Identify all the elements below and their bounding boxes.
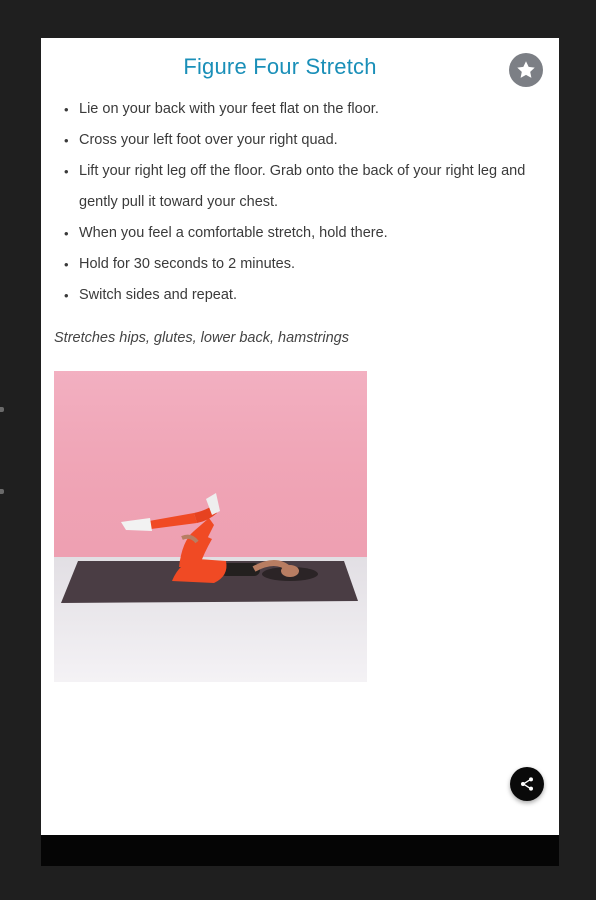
instruction-step [63, 218, 549, 249]
instruction-step [63, 94, 549, 125]
step-text: When you feel a comfortable stretch, hold there. [79, 225, 388, 241]
step-text: Lift your right leg off the floor. Grab onto the back of your right leg and gently pull it toward your chest. [79, 163, 526, 210]
bullet: • [64, 102, 69, 117]
instruction-step [63, 156, 549, 218]
share-button[interactable] [510, 767, 544, 801]
instruction-list [63, 94, 549, 311]
bullet: • [64, 133, 69, 148]
instruction-step [63, 125, 549, 156]
step-text: Lie on your back with your feet flat on the floor. [79, 101, 379, 117]
bullet: • [64, 257, 69, 272]
edge-indicator [0, 407, 4, 412]
bullet: • [64, 226, 69, 241]
instruction-step [63, 249, 549, 280]
step-text: Hold for 30 seconds to 2 minutes. [79, 256, 296, 272]
bottom-bar [41, 835, 559, 866]
bullet: • [64, 288, 69, 303]
exercise-card [41, 38, 559, 835]
step-text: Cross your left foot over your right quad. [79, 132, 338, 148]
edge-indicator [0, 489, 4, 494]
step-text: Switch sides and repeat. [79, 287, 237, 303]
exercise-photo [54, 371, 367, 682]
benefits-text: Stretches hips, glutes, lower back, hamstrings [54, 330, 349, 346]
bullet: • [64, 164, 69, 179]
share-icon [519, 776, 535, 792]
star-icon [515, 59, 537, 81]
instruction-step [63, 280, 549, 311]
favorite-button[interactable] [509, 53, 543, 87]
exercise-title: Figure Four Stretch [183, 54, 377, 79]
